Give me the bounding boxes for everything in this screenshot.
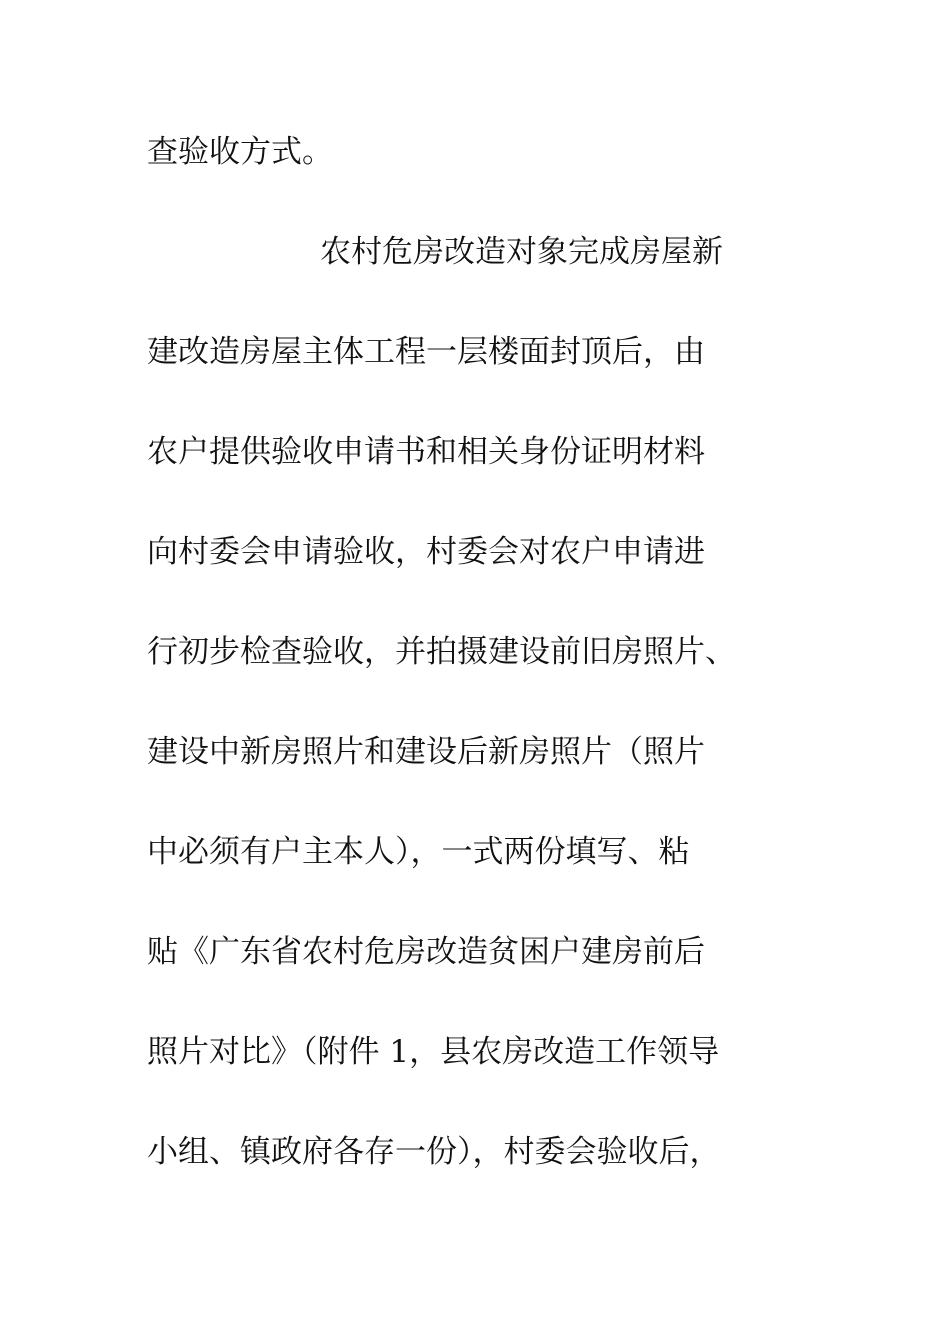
text-line-5: 向村委会申请验收，村委会对农户申请进 <box>147 534 705 570</box>
text-line-3: 建改造房屋主体工程一层楼面封顶后，由 <box>147 334 705 370</box>
text-line-10: 照片对比》（附件 1，县农房改造工作领导 <box>147 1034 720 1070</box>
text-line-8: 中必须有户主本人），一式两份填写、粘 <box>147 834 690 870</box>
text-line-1: 查验收方式。 <box>147 134 333 170</box>
text-line-4: 农户提供验收申请书和相关身份证明材料 <box>147 434 705 470</box>
text-line-11: 小组、镇政府各存一份），村委会验收后， <box>147 1134 721 1170</box>
text-line-7: 建设中新房照片和建设后新房照片（照片 <box>147 734 705 770</box>
text-line-2: 农村危房改造对象完成房屋新 <box>320 234 723 270</box>
text-line-6: 行初步检查验收，并拍摄建设前旧房照片、 <box>147 634 736 670</box>
text-line-9: 贴《广东省农村危房改造贫困户建房前后 <box>147 934 705 970</box>
